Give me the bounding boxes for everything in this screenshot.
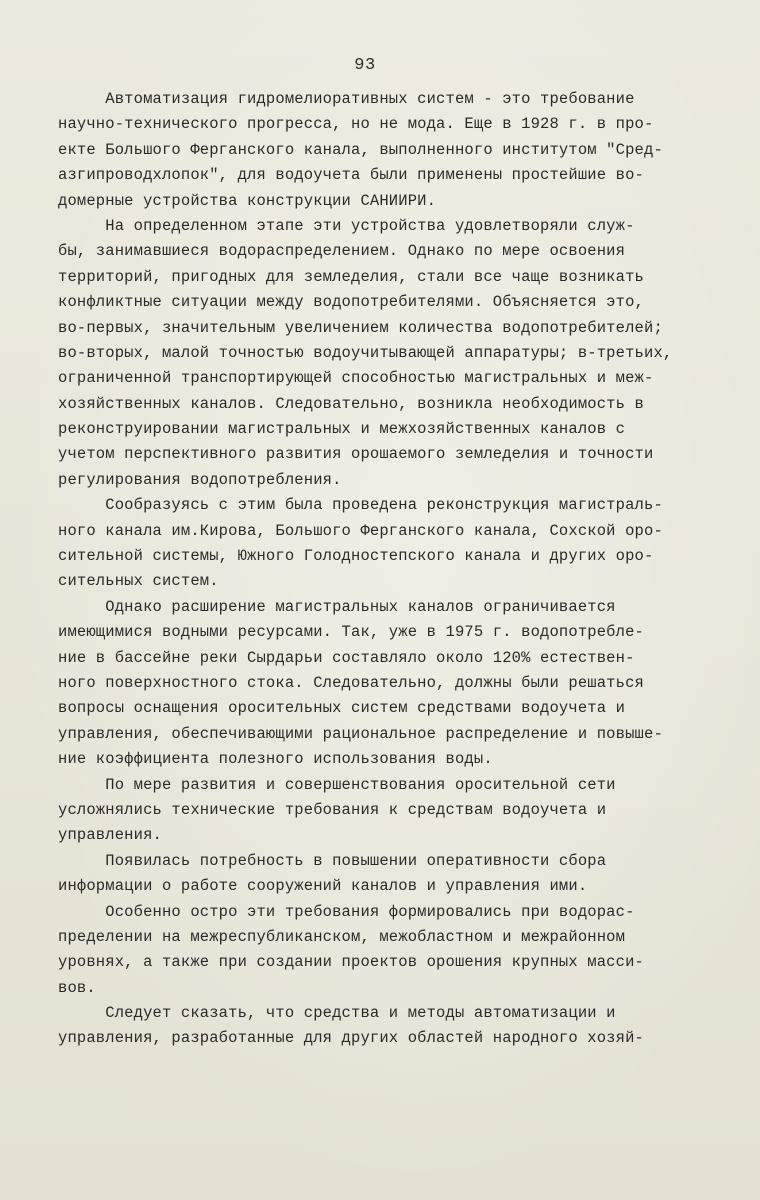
- text-line: ние в бассейне реки Сырдарьи составляло около 120% естествен-: [58, 648, 635, 667]
- text-line: вопросы оснащения оросительных систем средствами водоучета и: [58, 699, 626, 718]
- text-line: учетом перспективного развития орошаемого земледелия и точности: [58, 445, 654, 464]
- paragraph: [58, 87, 703, 214]
- text-line: во-вторых, малой точностью водоучитывающей аппаратуры; в-третьих,: [58, 343, 673, 362]
- text-line: уровнях, а также при создании проектов орошения крупных масси-: [58, 953, 644, 972]
- text-line: управления, разработанные для других областей народного хозяй-: [58, 1029, 644, 1048]
- document-body: [58, 87, 703, 1052]
- text-line: Следует сказать, что средства и методы автоматизации и: [58, 1004, 616, 1023]
- text-line: Сообразуясь с этим была проведена реконструкция магистраль-: [58, 496, 663, 515]
- text-line: информации о работе сооружений каналов и управления ими.: [58, 877, 588, 896]
- text-line: ограниченной транспортирующей способностью магистральных и меж-: [58, 369, 654, 388]
- text-line: домерные устройства конструкции САНИИРИ.: [58, 191, 437, 210]
- text-line: ного канала им.Кирова, Большого Ферганского канала, Сохской оро-: [58, 521, 663, 540]
- text-line: Однако расширение магистральных каналов ограничивается: [58, 597, 616, 616]
- paragraph: [58, 493, 703, 595]
- text-line: бы, занимавшиеся водораспределением. Однако по мере освоения: [58, 242, 626, 261]
- text-line: научно-технического прогресса, но не мода. Еще в 1928 г. в про-: [58, 115, 654, 134]
- text-line: имеющимися водными ресурсами. Так, уже в 1975 г. водопотребле-: [58, 623, 644, 642]
- text-line: Появилась потребность в повышении оперативности сбора: [58, 851, 607, 870]
- text-line: ного поверхностного стока. Следовательно, должны были решаться: [58, 673, 644, 692]
- paragraph: [58, 900, 703, 1002]
- paragraph: [58, 595, 703, 773]
- text-line: Особенно остро эти требования формировались при водорас-: [58, 902, 635, 921]
- text-line: ние коэффициента полезного использования воды.: [58, 750, 493, 769]
- text-line: управления, обеспечивающими рациональное распределение и повыше-: [58, 724, 663, 743]
- text-line: На определенном этапе эти устройства удовлетворяли служ-: [58, 216, 635, 235]
- text-line: конфликтные ситуации между водопотребителями. Объясняется это,: [58, 293, 644, 312]
- text-line: сительных систем.: [58, 572, 219, 591]
- text-line: реконструировании магистральных и межхозяйственных каналов с: [58, 420, 626, 439]
- text-line: регулирования водопотребления.: [58, 470, 342, 489]
- text-line: сительной системы, Южного Голодностепского канала и других оро-: [58, 547, 654, 566]
- paragraph: [58, 214, 703, 493]
- text-line: усложнялись технические требования к средствам водоучета и: [58, 800, 607, 819]
- paragraph: [58, 849, 703, 900]
- text-line: Автоматизация гидромелиоративных систем - это требование: [58, 90, 635, 108]
- text-line: По мере развития и совершенствования оросительной сети: [58, 775, 616, 794]
- text-line: хозяйственных каналов. Следовательно, возникла необходимость в: [58, 394, 644, 413]
- text-line: азгипроводхлопок", для водоучета были применены простейшие во-: [58, 166, 644, 185]
- page-number: 93: [354, 56, 376, 75]
- text-line: территорий, пригодных для земледелия, стали все чаще возникать: [58, 267, 644, 286]
- paragraph: [58, 773, 703, 849]
- text-line: управления.: [58, 826, 162, 845]
- paragraph: [58, 1001, 703, 1052]
- text-line: вов.: [58, 978, 96, 997]
- text-line: пределении на межреспубликанском, межобластном и межрайонном: [58, 927, 626, 946]
- text-line: во-первых, значительным увеличением количества водопотребителей;: [58, 318, 663, 337]
- text-line: екте Большого Ферганского канала, выполненного институтом "Сред-: [58, 140, 663, 159]
